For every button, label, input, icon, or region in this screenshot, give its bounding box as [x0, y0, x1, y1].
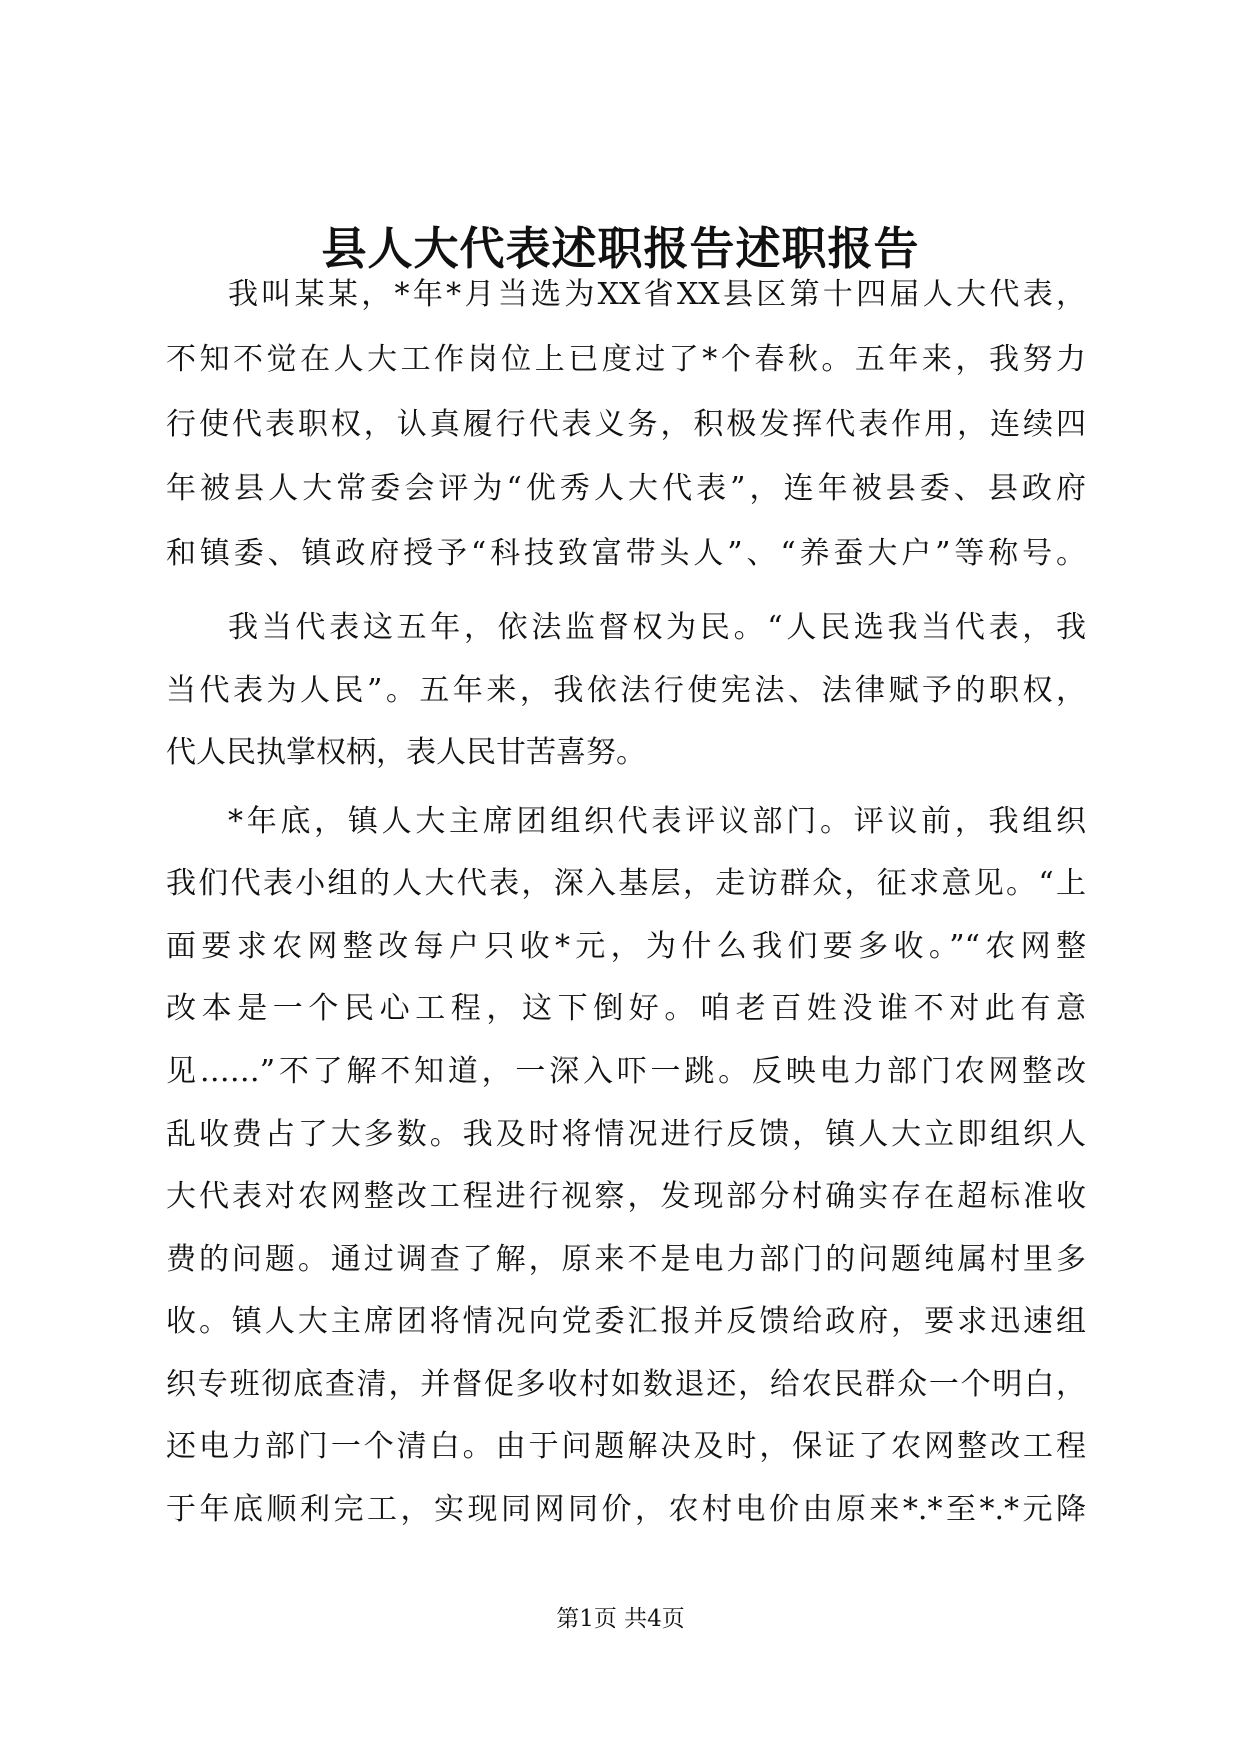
paragraph-line: *年底，镇人大主席团组织代表评议部门。评议前，我组织 — [228, 804, 1086, 839]
paragraph-line: 和镇委、镇政府授予“科技致富带头人”、“养蚕大户”等称号。 — [166, 536, 1086, 571]
paragraph-line: 见……”不了解不知道，一深入吓一跳。反映电力部门农网整改 — [166, 1054, 1086, 1089]
paragraph-line: 当代表为人民”。五年来，我依法行使宪法、法律赋予的职权， — [166, 673, 1086, 708]
paragraph-line: 我们代表小组的人大代表，深入基层，走访群众，征求意见。“上 — [166, 866, 1086, 901]
paragraph-line: 不知不觉在人大工作岗位上已度过了*个春秋。五年来，我努力 — [166, 342, 1086, 377]
paragraph-line: 织专班彻底查清，并督促多收村如数退还，给农民群众一个明白， — [166, 1367, 1086, 1402]
paragraph-line: 我叫某某，*年*月当选为XX省XX县区第十四届人大代表， — [228, 277, 1086, 312]
paragraph-line: 收。镇人大主席团将情况向党委汇报并反馈给政府，要求迅速组 — [166, 1304, 1086, 1339]
paragraph-line: 我当代表这五年，依法监督权为民。“人民选我当代表，我 — [228, 610, 1086, 645]
paragraph-line: 大代表对农网整改工程进行视察，发现部分村确实存在超标准收 — [166, 1179, 1086, 1214]
paragraph-line: 于年底顺利完工，实现同网同价，农村电价由原来*.*至*.*元降 — [166, 1492, 1086, 1527]
paragraph-line: 行使代表职权，认真履行代表义务，积极发挥代表作用，连续四 — [166, 407, 1086, 442]
paragraph-line: 费的问题。通过调查了解，原来不是电力部门的问题纯属村里多 — [166, 1242, 1086, 1277]
paragraph-line: 还电力部门一个清白。由于问题解决及时，保证了农网整改工程 — [166, 1429, 1086, 1464]
paragraph-line: 面要求农网整改每户只收*元，为什么我们要多收。”“农网整 — [166, 929, 1086, 964]
paragraph-line: 年被县人大常委会评为“优秀人大代表”，连年被县委、县政府 — [166, 471, 1086, 506]
page-number-footer: 第1页 共4页 — [556, 1606, 685, 1632]
paragraph-line: 改本是一个民心工程，这下倒好。咱老百姓没谁不对此有意 — [166, 991, 1086, 1026]
paragraph-line: 乱收费占了大多数。我及时将情况进行反馈，镇人大立即组织人 — [166, 1117, 1086, 1152]
document-title: 县人大代表述职报告述职报告 — [321, 222, 920, 275]
paragraph-line: 代人民执掌权柄，表人民甘苦喜努。 — [166, 735, 646, 770]
